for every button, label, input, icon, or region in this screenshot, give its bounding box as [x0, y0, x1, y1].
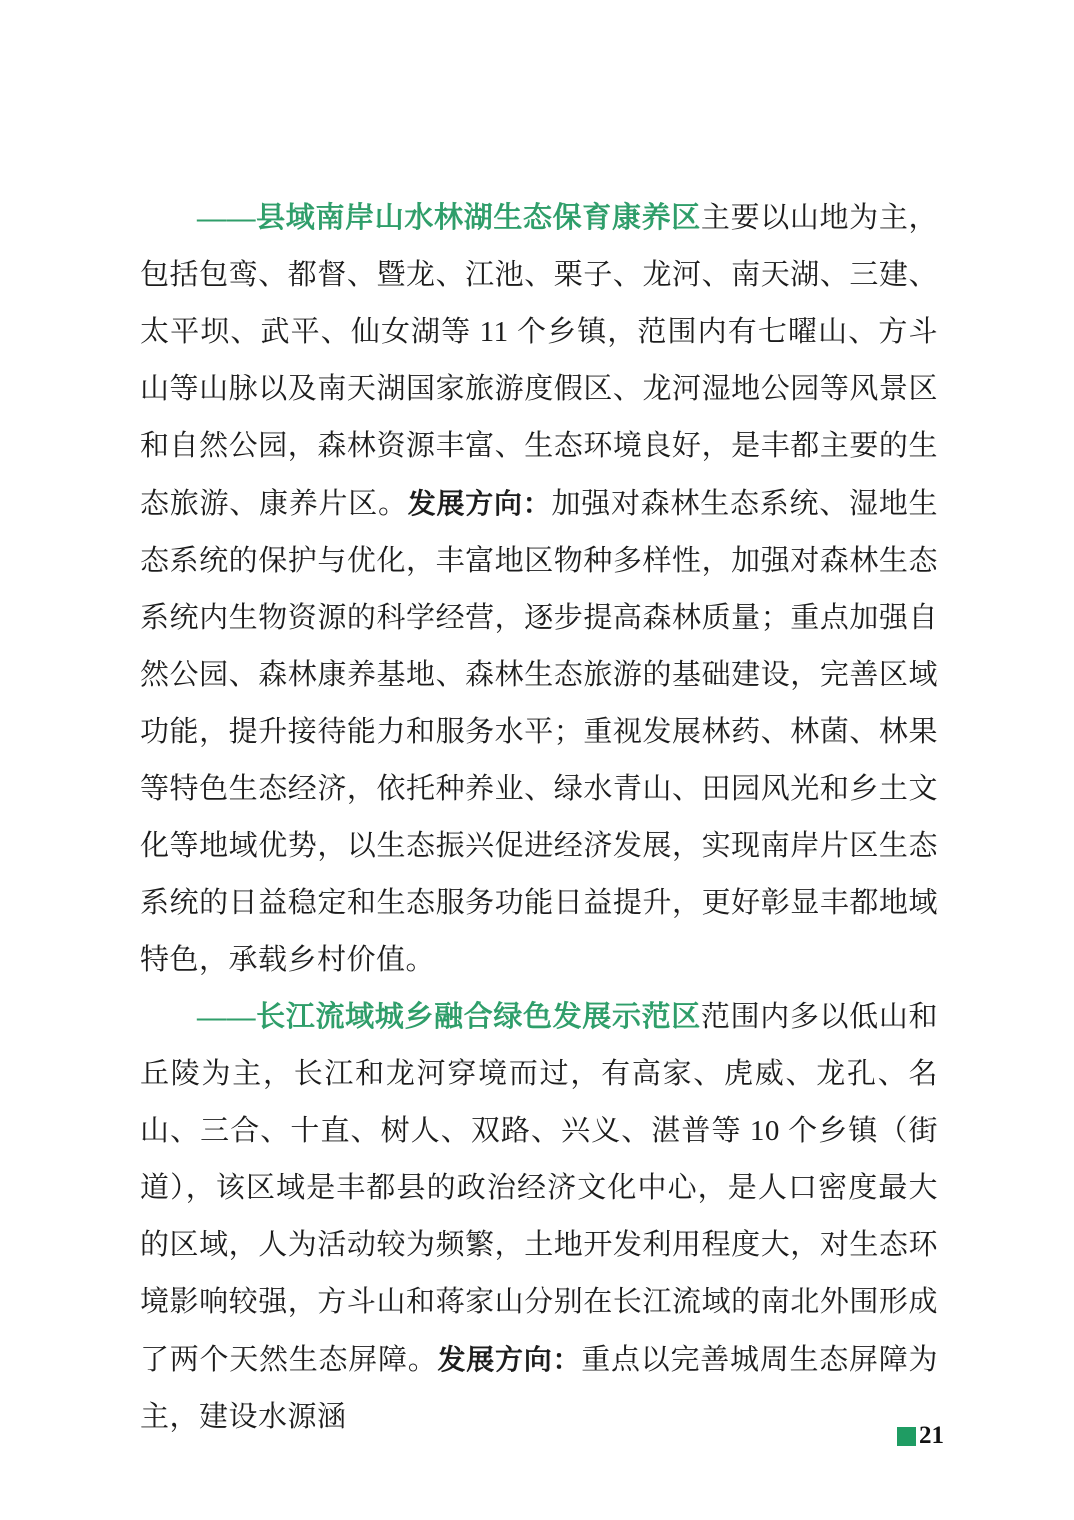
body-text: 重点以完善城周生态屏障为主，建设水源涵 [140, 1344, 938, 1433]
paragraph [140, 989, 938, 1446]
page-number: 21 [919, 1422, 944, 1449]
paragraph-lead-heading: ——长江流域城乡融合绿色发展示范区 [197, 1001, 701, 1033]
body-text: 加强对森林生态系统、湿地生态系统的保护与优化，丰富地区物种多样性，加强对森林生态系统内生物资源的科学经营，逐步提高森林质量；重点加强自然公园、森林康养基地、森林生态旅游的基础建设，完善区域功能，提升接待能力和服务水平；重视发展林药、林菌、林果等特色生态经济，依托种养业、绿水青山、田园风光和乡土文化等地域优势，以生态振兴促进经济发展，实现南岸片区生态系统的日益稳定和生态服务功能日益提升，更好彰显丰都地域特色，承载乡村价值。 [140, 488, 938, 976]
page-footer [897, 1422, 944, 1450]
body-text: 主要以山地为主，包括包鸾、都督、暨龙、江池、栗子、龙河、南天湖、三建、太平坝、武平、仙女湖等 11 个乡镇，范围内有七曜山、方斗山等山脉以及南天湖国家旅游度假区、龙河湿地公园等风景区和自然公园，森林资源丰富、生态环境良好，是丰都主要的生态旅游、康养片区。 [140, 202, 938, 520]
paragraph [140, 190, 938, 989]
page-number-square-icon [897, 1427, 916, 1446]
body-text: 范围内多以低山和丘陵为主，长江和龙河穿境而过，有高家、虎威、龙孔、名山、三合、十直、树人、双路、兴义、湛普等 10 个乡镇（街道），该区域是丰都县的政治经济文化中心，是人口密度最大的区域，人为活动较为频繁，土地开发利用程度大，对生态环境影响较强，方斗山和蒋家山分别在长江流域的南北外围形成了两个天然生态屏障。 [140, 1001, 938, 1376]
document-body [140, 190, 938, 1446]
development-direction-label: 发展方向： [407, 488, 552, 519]
development-direction-label: 发展方向： [437, 1344, 582, 1375]
paragraph-lead-heading: ——县域南岸山水林湖生态保育康养区 [197, 202, 701, 234]
